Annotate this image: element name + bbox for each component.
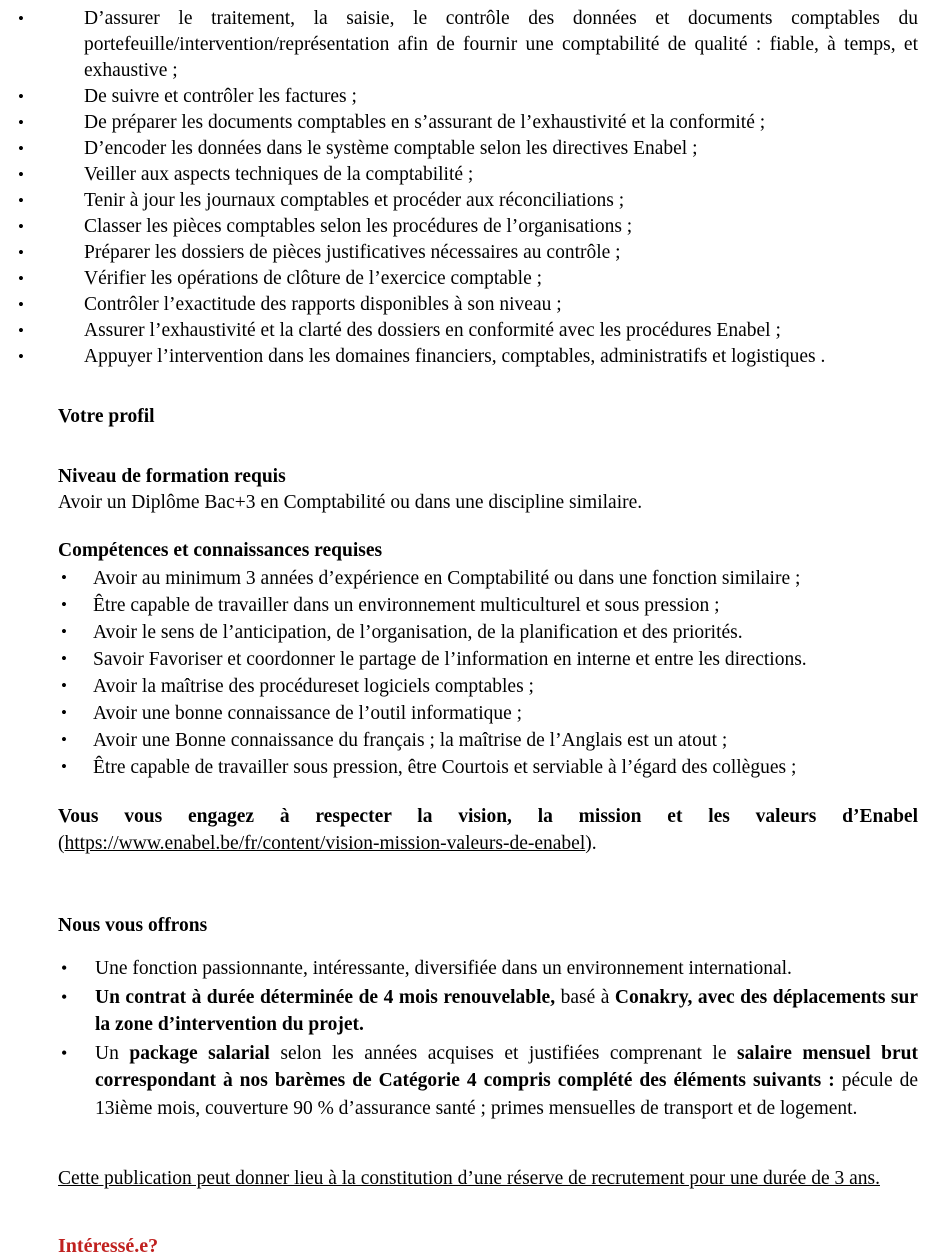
offer-item3-bold1: package salarial bbox=[129, 1042, 270, 1064]
spacer bbox=[0, 1123, 928, 1145]
offer-item3-regular2: selon les années acquises et justifiées comprenant le bbox=[269, 1042, 737, 1064]
list-item: • D’assurer le traitement, la saisie, le contrôle des données et documents comptables du portefeuille/intervention/représentation afin de fournir une comptabilité de qualité : fiable, à temps, et exhaustive ; bbox=[84, 6, 918, 84]
list-item: • Assurer l’exhaustivité et la clarté des dossiers en conformité avec les procédures Enabel ; bbox=[84, 318, 918, 344]
subheading-education: Niveau de formation requis bbox=[58, 466, 286, 487]
subheading-skills: Compétences et connaissances requises bbox=[58, 540, 383, 561]
offer-item3-regular1: Un bbox=[95, 1042, 130, 1064]
list-item: • Avoir au minimum 3 années d’expérience en Comptabilité ou dans une fonction similaire ; bbox=[93, 565, 900, 592]
duties-list bbox=[0, 6, 928, 370]
education-text: Avoir un Diplôme Bac+3 en Comptabilité ou dans une discipline similaire. bbox=[58, 492, 643, 513]
list-item: • Vérifier les opérations de clôture de l’exercice comptable ; bbox=[84, 266, 918, 292]
list-item: • Classer les pièces comptables selon les procédures de l’organisations ; bbox=[84, 214, 918, 240]
document-page bbox=[0, 6, 928, 1257]
list-item: • Tenir à jour les journaux comptables et procéder aux réconciliations ; bbox=[84, 188, 918, 214]
offer-list bbox=[0, 955, 928, 1122]
spacer bbox=[0, 857, 928, 891]
list-item: • Être capable de travailler sous pression, être Courtois et serviable à l’égard des collègues ; bbox=[93, 754, 900, 781]
spacer bbox=[0, 430, 928, 464]
commitment-statement: Vous vous engagez à respecter la vision, la mission et les valeurs d’Enabel bbox=[58, 806, 918, 827]
list-item bbox=[95, 984, 918, 1039]
list-item: • Avoir la maîtrise des procédureset logiciels comptables ; bbox=[93, 673, 900, 700]
skills-list bbox=[0, 565, 928, 781]
spacer bbox=[0, 1211, 928, 1233]
list-item: • D’encoder les données dans le système comptable selon les directives Enabel ; bbox=[84, 136, 918, 162]
list-item: • De préparer les documents comptables en s’assurant de l’exhaustivité et la conformité ; bbox=[84, 110, 918, 136]
list-item: • Avoir une bonne connaissance de l’outil informatique ; bbox=[93, 700, 900, 727]
paren-close: ). bbox=[585, 833, 597, 854]
paren-open: ( bbox=[58, 833, 65, 854]
list-item: • Une fonction passionnante, intéressante, diversifiée dans un environnement international. bbox=[95, 955, 918, 983]
list-item bbox=[95, 1040, 918, 1123]
reserve-note-text: Cette publication peut donner lieu à la constitution d’une réserve de recrutement pour une durée de 3 ans. bbox=[58, 1167, 880, 1189]
list-item: • Être capable de travailler dans un environnement multiculturel et sous pression ; bbox=[93, 592, 900, 619]
vision-mission-values-link[interactable]: https://www.enabel.be/fr/content/vision-mission-valeurs-de-enabel bbox=[64, 833, 586, 854]
section-heading-interested: Intéressé.e? bbox=[58, 1235, 159, 1257]
list-item: • Veiller aux aspects techniques de la comptabilité ; bbox=[84, 162, 918, 188]
spacer bbox=[0, 781, 928, 803]
list-item: • Avoir une Bonne connaissance du français ; la maîtrise de l’Anglais est un atout ; bbox=[93, 727, 900, 754]
list-item: • Avoir le sens de l’anticipation, de l’organisation, de la planification et des priorités. bbox=[93, 619, 900, 646]
list-item: • Préparer les dossiers de pièces justificatives nécessaires au contrôle ; bbox=[84, 240, 918, 266]
offer-item3-bold2: salaire mensuel brut correspondant à nos barèmes de Catégorie 4 compris complété des éléments suivants : bbox=[95, 1042, 918, 1091]
spacer bbox=[0, 370, 928, 404]
list-item: • Appuyer l’intervention dans les domaines financiers, comptables, administratifs et logistiques . bbox=[84, 344, 918, 370]
commitment-block bbox=[0, 803, 928, 857]
list-item: • De suivre et contrôler les factures ; bbox=[84, 84, 918, 110]
commitment-url-line bbox=[58, 830, 918, 857]
reserve-note bbox=[0, 1165, 928, 1192]
section-heading-offer: Nous vous offrons bbox=[58, 915, 208, 936]
offer-item3-regular3: pécule de 13ième mois, couverture 90 % d’assurance santé ; primes mensuelles de transport et de logement. bbox=[95, 1070, 918, 1119]
list-item: • Savoir Favoriser et coordonner le partage de l’information en interne et entre les directions. bbox=[93, 646, 900, 673]
offer-item2-bold1: Un contrat à durée déterminée de 4 mois renouvelable, bbox=[95, 986, 556, 1008]
spacer bbox=[0, 516, 928, 538]
section-heading-profile: Votre profil bbox=[58, 406, 155, 427]
offer-item2-bold2: Conakry, avec des déplacements sur la zone d’intervention du projet. bbox=[95, 986, 918, 1035]
offer-item2-regular: basé à bbox=[555, 986, 615, 1008]
spacer bbox=[0, 891, 928, 913]
list-item: • Contrôler l’exactitude des rapports disponibles à son niveau ; bbox=[84, 292, 918, 318]
